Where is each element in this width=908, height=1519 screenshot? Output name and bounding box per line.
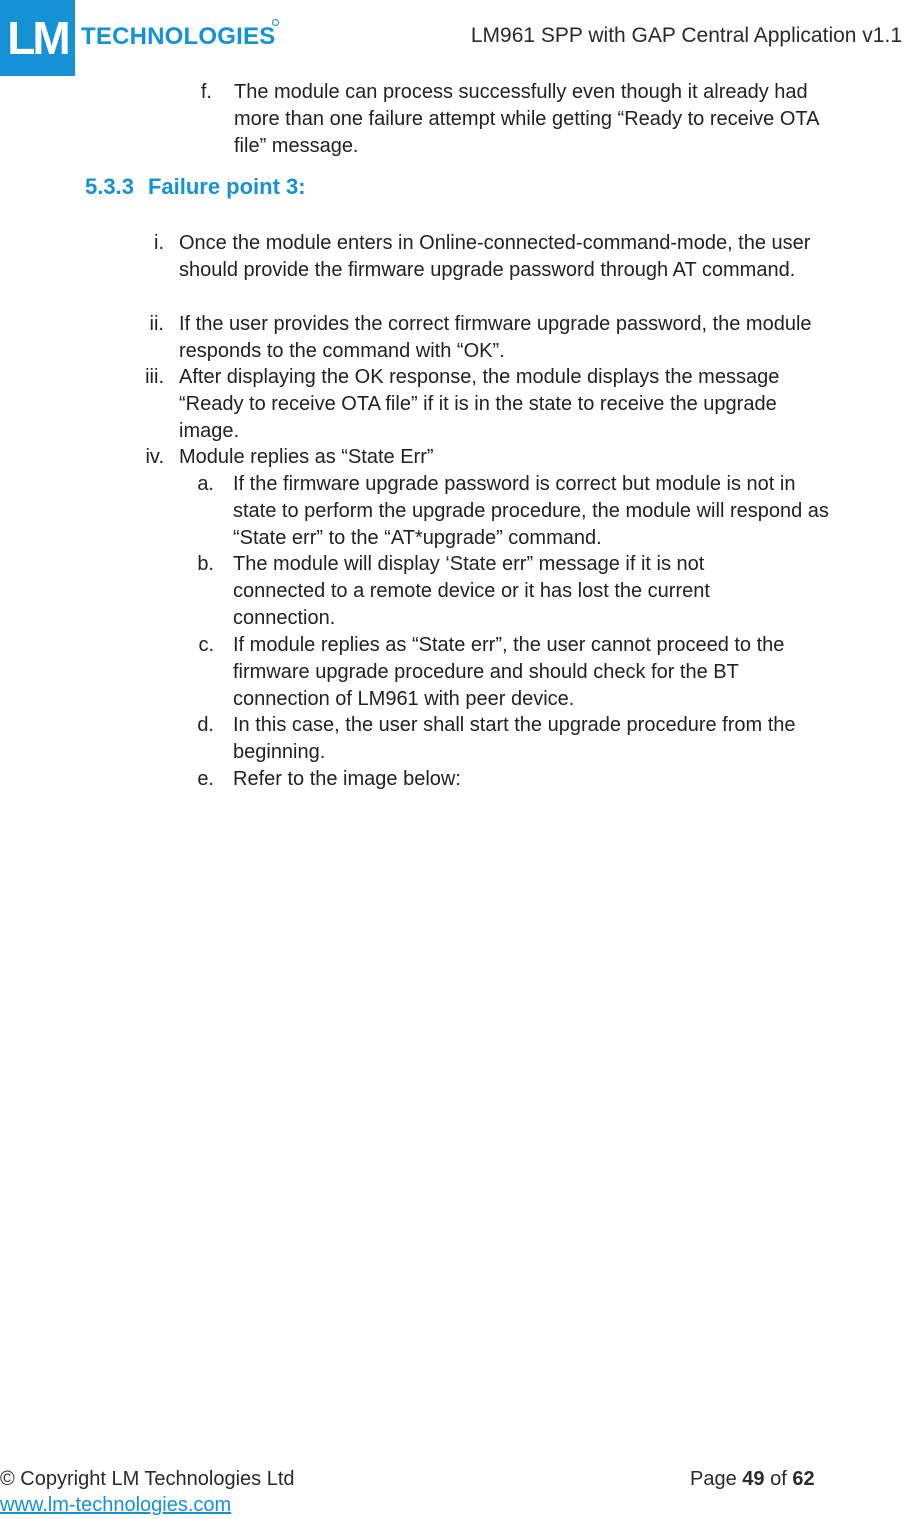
logo-mark: LM xyxy=(0,0,75,76)
list-marker: iv. xyxy=(145,446,164,468)
list-item-text: If module replies as “State err”, the user cannot proceed to the firmware upgrade procedure and should check for the BT connection of LM961 with peer device. xyxy=(233,634,785,710)
list-marker: i. xyxy=(154,232,164,254)
section-title: Failure point 3: xyxy=(147,174,306,199)
registered-mark-icon xyxy=(272,19,279,26)
list-item-text: After displaying the OK response, the module displays the message “Ready to receive OTA file” if it is in the state to receive the upgrade image. xyxy=(179,366,780,442)
list-item-text: In this case, the user shall start the upgrade procedure from the beginning. xyxy=(233,714,796,763)
list-item-text: Once the module enters in Online-connected-command-mode, the user should provide the firmware upgrade password through AT command. xyxy=(179,232,811,281)
copyright-notice: © Copyright LM Technologies Ltd xyxy=(0,1468,295,1490)
list-marker: b. xyxy=(197,553,214,575)
document-title: LM961 SPP with GAP Central Application v1.1 xyxy=(470,24,902,47)
list-marker: d. xyxy=(197,714,214,736)
page-of: of xyxy=(770,1468,787,1490)
page-current: 49 xyxy=(742,1468,765,1490)
section-heading xyxy=(85,174,306,200)
page-total: 62 xyxy=(792,1468,815,1490)
list-item-text: Refer to the image below: xyxy=(233,768,461,790)
list-marker: e. xyxy=(197,768,214,790)
logo-wordmark: TECHNOLOGIES xyxy=(81,23,276,50)
list-item-text: If the user provides the correct firmware upgrade password, the module responds to the command with “OK”. xyxy=(179,313,812,362)
website-link[interactable]: www.lm-technologies.com xyxy=(0,1494,232,1516)
list-item-text: Module replies as “State Err” xyxy=(179,446,434,468)
list-item-text: The module will display ‘State err” message if it is not connected to a remote device or it has lost the current connection. xyxy=(233,553,710,629)
list-marker: c. xyxy=(198,634,214,656)
list-marker: a. xyxy=(197,473,214,495)
list-marker: f. xyxy=(200,81,212,103)
page-prefix: Page xyxy=(690,1468,737,1490)
section-number: 5.3.3 xyxy=(85,174,134,199)
list-item-text: If the firmware upgrade password is correct but module is not in state to perform the upgrade procedure, the module will respond as “State err” to the “AT*upgrade” command. xyxy=(233,473,829,549)
list-marker: iii. xyxy=(145,366,164,388)
page-number xyxy=(690,1468,815,1491)
list-item-text: The module can process successfully even though it already had more than one failure attempt while getting “Ready to receive OTA file” message. xyxy=(234,81,819,157)
list-marker: ii. xyxy=(149,313,164,335)
